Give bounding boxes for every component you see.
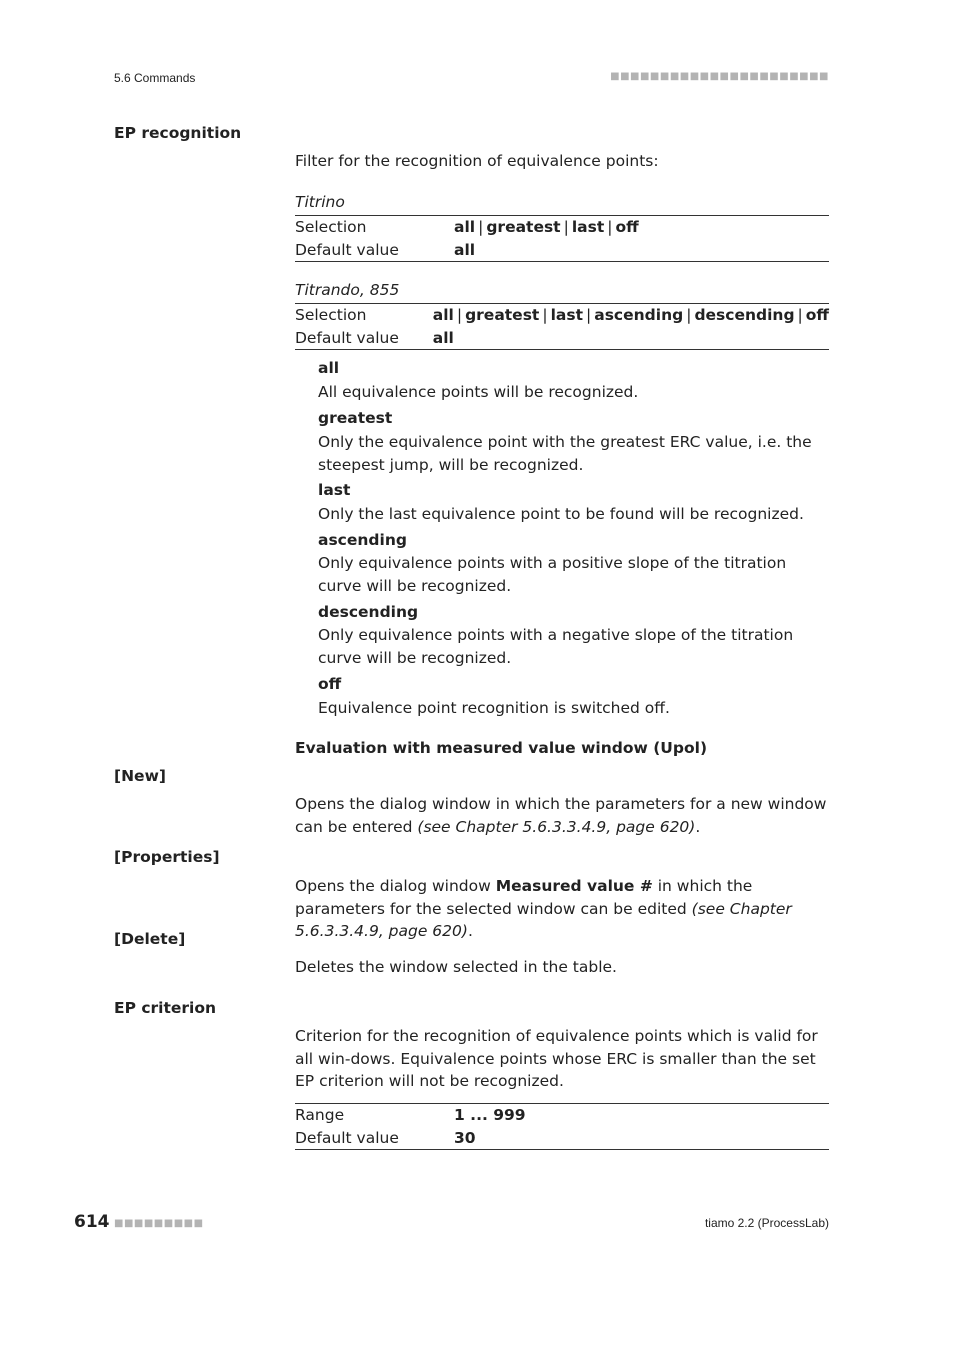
option-name-last: last — [318, 481, 351, 499]
option-text-ascending: Only equivalence points with a positive slope of the titration curve will be recognized. — [318, 554, 787, 595]
footer-decorative-dots: ■■■■■■■■■ — [114, 1218, 204, 1229]
default-value-label: Default value — [295, 328, 399, 347]
range-label: Range — [295, 1106, 345, 1125]
titrando-parameter-table — [295, 303, 829, 350]
default-value-label: Default value — [295, 1128, 399, 1147]
option-name-greatest: greatest — [318, 409, 393, 427]
range-value: 1 ... 999 — [454, 1106, 526, 1125]
ep-criterion-parameter-table — [295, 1103, 829, 1150]
ep-recognition-description: Filter for the recognition of equivalence points: — [295, 152, 659, 170]
selection-label: Selection — [295, 306, 367, 325]
term-ep-recognition: EP recognition — [114, 124, 242, 142]
running-header-section: 5.6 Commands — [114, 71, 196, 85]
term-properties: [Properties] — [114, 848, 220, 866]
default-value-label: Default value — [295, 240, 399, 259]
chapter-reference: (see Chapter 5.6.3.3.4.9, page 620) — [295, 899, 792, 940]
selection-options: all | greatest | last | off — [454, 218, 639, 237]
chapter-reference: (see Chapter 5.6.3.3.4.9, page 620) — [417, 817, 696, 836]
default-value: all — [432, 328, 454, 347]
option-text-all: All equivalence points will be recognized. — [318, 383, 639, 401]
titrino-parameter-table — [295, 215, 829, 262]
term-delete: [Delete] — [114, 930, 186, 948]
option-text-last: Only the last equivalence point to be found will be recognized. — [318, 505, 804, 523]
option-name-all: all — [318, 359, 340, 377]
option-name-ascending: ascending — [318, 531, 407, 549]
default-value: all — [454, 240, 476, 259]
footer-product-name: tiamo 2.2 (ProcessLab) — [704, 1216, 829, 1230]
new-description: Opens the dialog window in which the parameters for a new window can be entered (see Chapter 5.6.3.3.4.9, page 620). — [295, 795, 827, 836]
ep-criterion-description: Criterion for the recognition of equivalence points which is valid for all win-dows. Equivalence points whose ERC is smaller than the set EP criterion will not be recognized. — [295, 1027, 818, 1090]
section-heading-evaluation: Evaluation with measured value window (Upol) — [295, 739, 708, 757]
page-number: 614 — [74, 1212, 110, 1232]
option-name-off: off — [318, 675, 342, 693]
term-new: [New] — [114, 767, 166, 785]
selection-label: Selection — [295, 218, 367, 237]
option-text-greatest: Only the equivalence point with the greatest ERC value, i.e. the steepest jump, will be recognized. — [318, 433, 812, 474]
selection-options: all | greatest | last | ascending | descending | off — [432, 306, 829, 325]
option-name-descending: descending — [318, 603, 419, 621]
properties-description: Opens the dialog window Measured value # in which the parameters for the selected window can be edited (see Chapter 5.6.3.3.4.9, page 620). — [295, 877, 792, 940]
device-label-titrino: Titrino — [295, 193, 345, 211]
default-value: 30 — [454, 1128, 476, 1147]
header-decorative-dots: ■■■■■■■■■■■■■■■■■■■■■■ — [610, 71, 829, 82]
term-ep-criterion: EP criterion — [114, 999, 217, 1017]
option-text-off: Equivalence point recognition is switched off. — [318, 699, 670, 717]
delete-description: Deletes the window selected in the table. — [295, 958, 617, 976]
device-label-titrando: Titrando, 855 — [295, 281, 400, 299]
option-text-descending: Only equivalence points with a negative slope of the titration curve will be recognized. — [318, 626, 794, 667]
